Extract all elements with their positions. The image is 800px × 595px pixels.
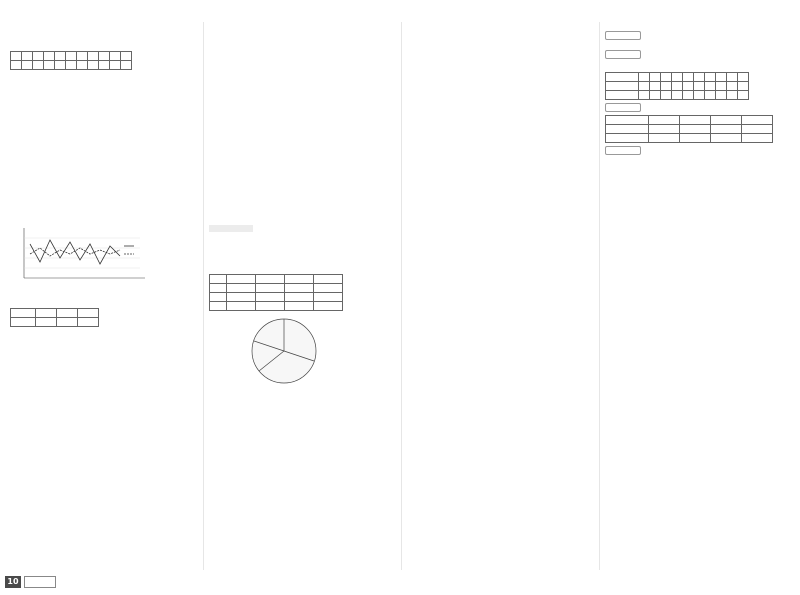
line-chart-svg <box>10 224 160 286</box>
line-chart <box>10 224 196 286</box>
problem-18 <box>10 186 196 339</box>
problem-18-q3 <box>209 67 394 76</box>
problem-17-sub1 <box>10 73 196 82</box>
statistics-table <box>605 115 773 143</box>
problem-19-q2 <box>407 40 592 49</box>
problem-18-questions <box>209 22 394 220</box>
column-1 <box>5 22 201 570</box>
problem-19 <box>209 225 394 386</box>
section-analysis <box>605 103 641 112</box>
column-3 <box>401 22 597 570</box>
problem-20 <box>605 22 790 328</box>
problem-19-tag <box>209 225 253 232</box>
series-line-1 <box>30 240 120 264</box>
problem-19-q1 <box>407 22 592 31</box>
problem-18-closing <box>10 330 196 339</box>
section-background <box>605 31 641 40</box>
problem-18-item-c <box>10 297 196 306</box>
problem-18-item-b <box>10 288 196 297</box>
gridlines <box>24 238 140 268</box>
section-collect <box>605 50 641 59</box>
problem-20-answer <box>605 202 790 211</box>
leaf-data-table <box>605 72 749 100</box>
problem-18-answer <box>209 112 394 121</box>
publisher-logo <box>24 576 56 588</box>
column-2 <box>203 22 399 570</box>
problem-17-answer <box>10 109 196 118</box>
problem-19-answer <box>407 94 592 103</box>
column-4 <box>599 22 795 570</box>
problem-18-item-a <box>10 213 196 222</box>
pie-chart <box>209 314 394 386</box>
problem-17 <box>10 22 196 181</box>
page-number: 10 <box>5 576 21 588</box>
section-solve <box>605 146 641 155</box>
problem-19-q3 <box>407 58 592 67</box>
average-table <box>10 308 99 327</box>
page-footer <box>5 575 65 589</box>
problem-18-q1 <box>209 22 394 31</box>
problem-18-q2 <box>209 31 394 40</box>
problem-20-questions <box>605 157 790 166</box>
scenic-score-table <box>209 274 343 311</box>
problem-19-questions <box>407 22 592 310</box>
problem-17-sub2 <box>10 82 196 91</box>
score-table <box>10 51 132 70</box>
pie-chart-svg <box>209 314 359 386</box>
